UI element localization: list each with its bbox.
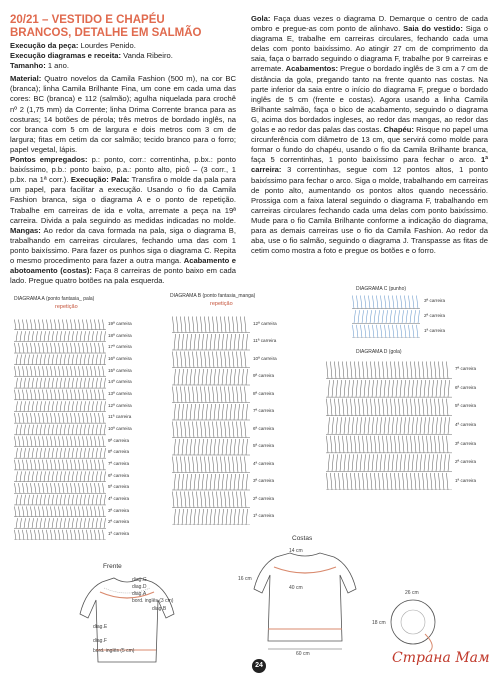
- acabamentos-label: Acabamentos:: [285, 64, 338, 74]
- mangas-text: Ao redor da cava formada na pala, siga o diagrama B, trabalhando em carreiras circulares, fechando uma das com 1 ponto baixíssimo. Para fazer os punhos siga o diagrama C. Repita o mesmo procedimento para fazer a outra manga.: [10, 225, 236, 265]
- diagD-chart: [326, 360, 452, 490]
- row-label: 11ª carreira: [108, 414, 132, 420]
- frente-sketch: [70, 570, 185, 670]
- row-label: 9ª carreira: [108, 437, 130, 443]
- tamanho: [10, 61, 236, 71]
- row-label: 10ª carreira: [108, 426, 132, 431]
- material-text: Quatro novelos da Camila Fashion (500 m), na cor BC (branca); linha Camila Brilhante Fina, um cone em cada uma das cores: BC (branca) e 112 (salmão); agulha niquelada para crochê nº 2 (1,75 mm) da Corrente; linha Drima Corrente branca para as costuras; 14 botões de pérola; três metros de bordado inglês, na cor branca com 5 cm de largura e dois metros com 3 cm de largura; fitas em cetim da cor salmão; tecido branco para o forro; papel vegetal, lápis.: [10, 74, 236, 154]
- article-title: [10, 14, 236, 39]
- saia-label: Saia do vestido:: [403, 24, 463, 34]
- row-label: 7ª carreira: [108, 461, 130, 467]
- row-label: 2ª carreira: [253, 495, 275, 501]
- row-label: 3ª carreira: [424, 298, 446, 304]
- diagram-c-label: DIAGRAMA C (punho): [356, 286, 407, 292]
- diagram-a: [14, 318, 106, 540]
- row-label: 12ª carreira: [108, 402, 132, 408]
- material-paragraph: [10, 74, 236, 155]
- pontos-paragraph: [10, 155, 236, 286]
- diagram-a-repeticao: repetição: [55, 304, 78, 310]
- acabamentos-text: Pregue o bordado inglês de 3 cm a 7 cm de distância da gola, pregando tanto na frente quanto nas costas. Na parte inferior da saia entre o início do diagrama F, pregue o bordado inglês de 5 cm (frente e costas). Agora usando a linha Camila Brilhante salmão, faça o bico de acabamento, seguindo o diagrama G, acima dos bordados ingleses, ao redor das mangas, ao redor das golas e ao redor das palas das costas.: [251, 64, 488, 135]
- row-label: 18ª carreira: [108, 332, 132, 338]
- sketch-bord-3: bord. inglês (3 cm): [132, 598, 174, 604]
- material-label: Material:: [10, 74, 42, 84]
- measure-18cm: 18 cm: [372, 620, 386, 626]
- gola-text: Faça duas vezes o diagrama D. Demarque o centro de cada ombro e pregue-as com ponto de alinhavo.: [251, 14, 488, 34]
- row-label: 8ª carreira: [253, 390, 275, 396]
- tamanho-value: 1 ano.: [47, 61, 69, 71]
- row-label: 6ª carreira: [455, 384, 477, 390]
- row-label: 7ª carreira: [455, 366, 477, 372]
- row-label: 7ª carreira: [253, 408, 275, 414]
- diagram-d-label: DIAGRAMA D (gola): [356, 349, 402, 355]
- acabamento-text: Faça 8 carreiras de ponto baixo em cada lado. Pregue quatro botões na pala esquerda.: [10, 266, 236, 286]
- execucao-pala-label: Execução: Pala:: [70, 175, 130, 185]
- row-label: 15ª carreira: [108, 367, 132, 373]
- row-label: 3ª carreira: [253, 478, 275, 484]
- title-line-1: 20/21 – VESTIDO E CHAPÉU: [10, 14, 165, 26]
- row-label: 14ª carreira: [108, 379, 132, 385]
- sketch-diag-g: diag.G: [132, 577, 147, 583]
- row-label: 12ª carreira: [253, 320, 277, 326]
- tamanho-label: Tamanho:: [10, 61, 46, 71]
- measure-26cm: 26 cm: [405, 590, 419, 596]
- costas-sketch: [250, 545, 365, 655]
- mangas-label: Mangas:: [10, 225, 41, 235]
- row-label: 13ª carreira: [108, 390, 132, 396]
- left-column: [10, 14, 236, 286]
- chapeu-text: Risque no papel uma circunferência com diâmetro de 13 cm, que servirá como molde para formar o fundo do chapéu, usando o fio da Camila Brilhante branca, faça 5 correntinhas, 1 ponto baixíssimo para fechar o arco.: [251, 125, 488, 165]
- costas-label: Costas: [292, 535, 313, 542]
- row-label: 4ª carreira: [108, 496, 130, 502]
- execucao-label: Execução da peça:: [10, 41, 79, 50]
- diagram-d: [326, 360, 452, 490]
- row-label: 17ª carreira: [108, 344, 132, 350]
- saia-text: Siga o diagrama E, trabalhe em carreiras circulares, fechando cada uma delas com ponto baixíssimo. Ao atingir 27 cm de comprimento da saia, faça o barrado seguindo o diagrama F, trabalhe por 9 carreiras e arremate.: [251, 24, 488, 74]
- diagram-b: [172, 315, 250, 525]
- credits-receita: [10, 51, 236, 61]
- row-label: 1ª carreira: [424, 327, 446, 333]
- credits-execucao: [10, 41, 236, 51]
- row-label: 3ª carreira: [108, 507, 130, 513]
- sketch-diag-b: diag.B: [152, 606, 167, 612]
- row-label: 6ª carreira: [108, 472, 130, 478]
- row-label: 2ª carreira: [455, 459, 477, 465]
- measure-14cm: 14 cm: [289, 548, 303, 554]
- sketch-bord-5: bord. inglês (5 cm): [93, 648, 135, 654]
- row-label: 2ª carreira: [108, 519, 130, 525]
- row-label: 1ª carreira: [253, 513, 275, 519]
- diagA-chart: [14, 318, 106, 540]
- execucao-value: Lourdes Penido.: [80, 41, 136, 50]
- row-label: 19ª carreira: [108, 320, 132, 326]
- row-label: 1ª carreira: [455, 477, 477, 483]
- frente-label: Frente: [103, 563, 122, 570]
- chapeu-label: Chapéu:: [383, 125, 414, 135]
- diagram-b-repeticao: repetição: [210, 301, 233, 307]
- row-label: 3ª carreira: [455, 440, 477, 446]
- execucao-pala-text: Transfira o molde da pala para um papel, para facilitar a execução. Usando o fio da Camila Fashion branca, siga o diagrama A e o ponto de repetição. Trabalhe em carreiras de ida e volta, arremate a peça na 19ª carreira. Divida a pala seguindo as medidas indicadas no molde.: [10, 175, 236, 225]
- diagB-chart: [172, 315, 250, 525]
- gola-paragraph: [251, 14, 488, 256]
- measure-16cm: 16 cm: [238, 576, 252, 582]
- sketch-diag-a: diag.A: [132, 591, 147, 597]
- title-line-2: BRANCOS, DETALHE EM SALMÃO: [10, 26, 202, 39]
- diagC-chart: [352, 294, 420, 338]
- diagram-b-label: DIAGRAMA B (ponto fantasia_manga): [170, 293, 256, 299]
- row-label: 5ª carreira: [108, 484, 130, 490]
- row-label: 11ª carreira: [253, 338, 277, 344]
- row-label: 5ª carreira: [455, 403, 477, 409]
- row-label: 1ª carreira: [108, 531, 130, 537]
- site-watermark: Страна Мам: [392, 650, 490, 666]
- measure-40cm: 40 cm: [289, 585, 303, 591]
- hat-sketch: [385, 594, 445, 654]
- sketch-diag-d: diag.D: [132, 584, 147, 590]
- row-label: 16ª carreira: [108, 355, 132, 361]
- diagram-c: [352, 294, 420, 338]
- receita-value: Vanda Ribeiro.: [123, 51, 173, 61]
- receita-label: Execução diagramas e receita:: [10, 51, 122, 61]
- sketch-diag-f: diag.F: [93, 638, 107, 644]
- gola-label: Gola:: [251, 14, 271, 23]
- acabamento-label: Acabamento e abotoamento (costas):: [10, 255, 236, 276]
- measure-60cm: 60 cm: [296, 651, 310, 657]
- row-label: 8ª carreira: [108, 449, 130, 455]
- right-column: [251, 14, 488, 256]
- pontos-text: p.: ponto, corr.: correntinha, p.bx.: ponto baixíssimo, p.b.: ponto baixo, p.a.: ponto alto, picô – (3 corr., 1 p.bx. na 1ª corr.).: [10, 155, 236, 185]
- row-label: 10ª carreira: [253, 355, 277, 361]
- row-label: 4ª carreira: [253, 460, 275, 466]
- carreira1-label: 1ª carreira:: [251, 155, 488, 175]
- row-label: 9ª carreira: [253, 373, 275, 379]
- diagram-a-label: DIAGRAMA A (ponto fantasia_ pala): [14, 296, 95, 302]
- row-label: 6ª carreira: [253, 425, 275, 431]
- sketch-diag-e: diag.E: [93, 624, 108, 630]
- page-number: 24: [252, 659, 266, 673]
- row-label: 4ª carreira: [455, 422, 477, 427]
- row-label: 2ª carreira: [424, 313, 446, 318]
- row-label: 5ª carreira: [253, 443, 275, 449]
- pontos-label: Pontos empregados:: [10, 155, 88, 165]
- carreira1-text: 3 correntinhas, segue com 12 pontos altos, 1 ponto baixíssimo para fechar o arco. Siga o molde, trabalhando em carreiras de ponto alto, aumentando os pontos altos quando necessário. Prossiga com a faixa lateral seguindo o diagrama F, trabalhando em carreiras circulares fechando cada uma delas com ponto baixíssimo. Mude para o fio Camila Brilhante conforme a indicação do diagrama, para as demais carreiras use o fio da Camila Fashion. Ao redor da aba, use o fio salmão, seguindo o diagrama J. Transpasse as fitas de cetim como mostra a foto e pregue os botões e o forro.: [251, 165, 488, 256]
